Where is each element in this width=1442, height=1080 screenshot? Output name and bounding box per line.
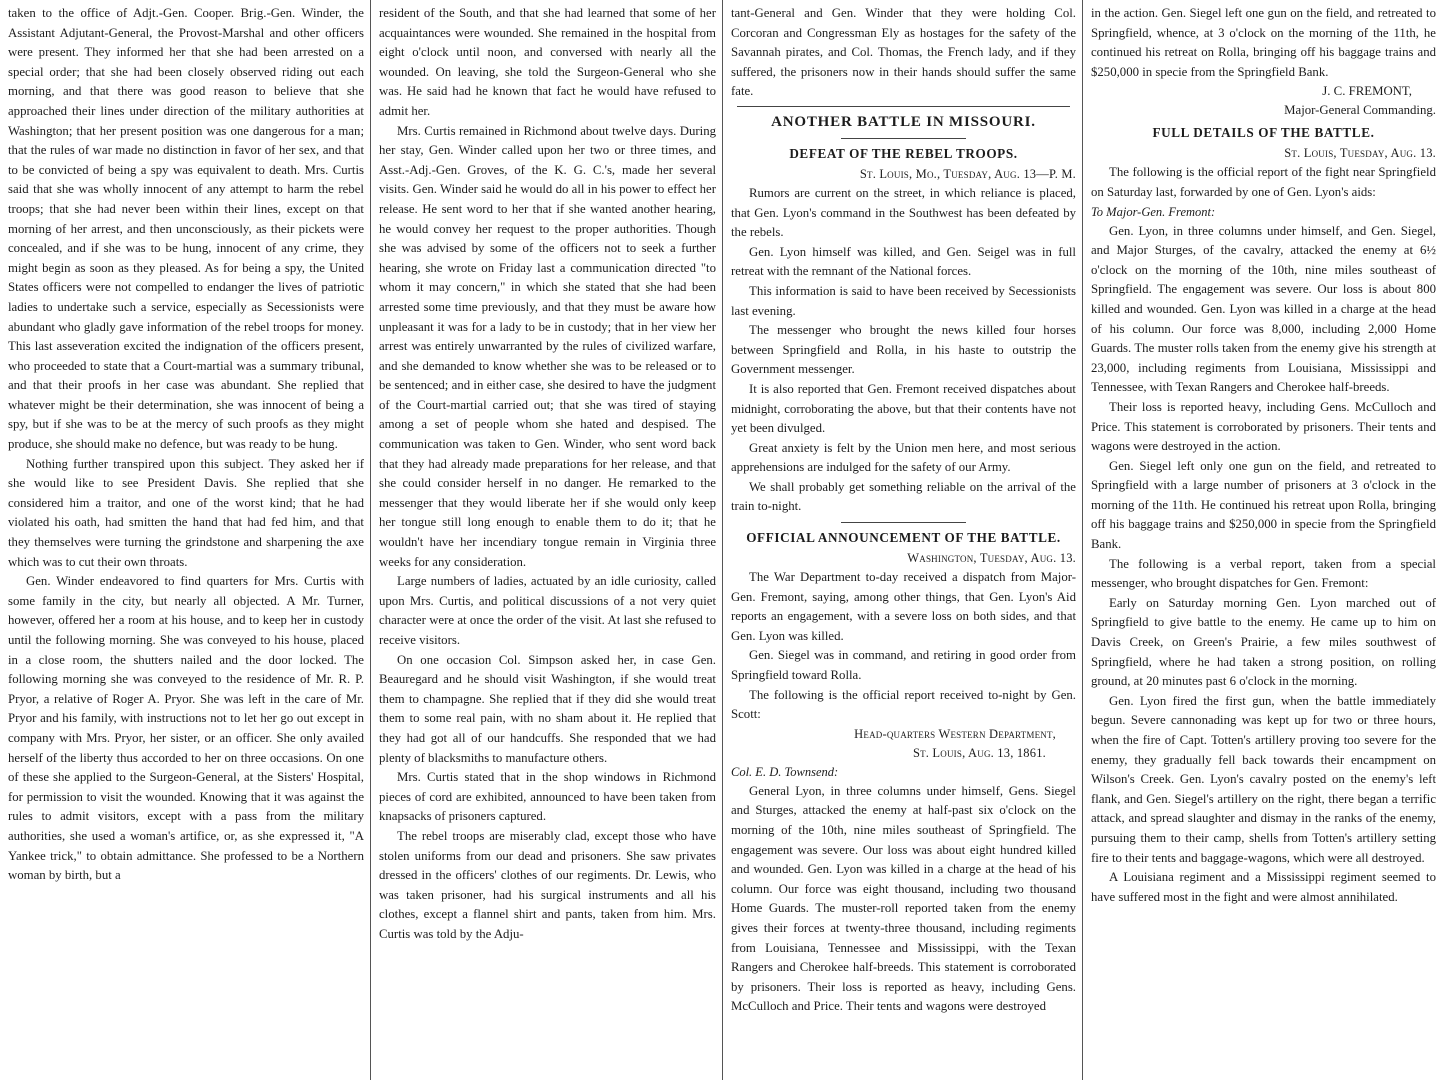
paragraph: On one occasion Col. Simpson asked her, in case Gen. Beauregard and he should visit Washington, if she would treat them to champagne. She replied that if they did she would treat them to some real pain, with no sham about it. He replied that they had got all of our handcuffs. She responded that we had plenty of blacksmiths to manufacture others.	[379, 652, 716, 765]
paragraph: Gen. Siegel left only one gun on the field, and retreated to Springfield with a large number of prisoners at 3 o'clock in the morning of the 11th. He continued his retreat upon Rolla, bringing off his baggage trains and $250,000 in specie from the Springfield Bank.	[1091, 458, 1436, 552]
dateline: St. Louis, Mo., Tuesday, Aug. 13—P. M.	[859, 166, 1076, 181]
paragraph: General Lyon, in three columns under himself, Gens. Siegel and Sturges, attacked the enemy at half-past six o'clock on the morning of the 10th, nine miles southeast of Springfield. The engagement was severe. Our loss was about eight hundred killed and wounded. Gen. Lyon was killed in a charge at the head of his column. Our force was eight thousand, including two thousand Home Guards. The muster-roll reported taken from the enemy gives their forces at twenty-three thousand, including regiments from Louisiana, Tennessee and Mississippi, with the Texan Rangers and Cherokee half-breeds. This statement is corroborated by prisoners. Their loss is reported as heavy, including Gens. McCulloch and Price. Their tents and wagons were destroyed	[731, 783, 1076, 1014]
paragraph: Their loss is reported heavy, including Gens. McCulloch and Price. This statement is corroborated by prisoners. Their tents and wagons were destroyed in the action.	[1091, 399, 1436, 454]
subheadline: OFFICIAL ANNOUNCEMENT OF THE BATTLE.	[746, 530, 1061, 546]
signature-name: J. C. FREMONT,	[1322, 84, 1412, 99]
paragraph: taken to the office of Adjt.-Gen. Cooper. Brig.-Gen. Winder, the Assistant Adjutant-General, the Provost-Marshal and other officers were present. They informed her that she had been arrested on a special order; that she had been closely observed riding out each morning, and that there was good reason to believe that she approached their lines under direction of the military authorities at Washington; that her present position was one dangerous for a man; that the rules of war made no distinction in favor of her sex, and that to be convicted of being a spy was equivalent to death. Mrs. Curtis said that she was wholly innocent of any attempt to harm the rebel troops; that she had never been within their lines, except on that morning of her arrest, and then unconsciously, as their pickets were concealed, and if she was to be hung, innocent of any crime, they might begin as soon as they pleased. As for being a spy, the United States officers were not compelled to endanger the lives of patriotic ladies to undertake such a service, especially as Secessionists were abundant who gladly gave information of the rebel troops for money. This last asseveration excited the indignation of the officers present, who proceeded to state that a Court-martial was a summary tribunal, and that their proofs in her case was abundant. She replied that whatever might be their determination, she was innocent of being a spy, but if she was to be at the mercy of such proofs as they might produce, she should make no defence, but was ready to be hung.	[8, 6, 364, 452]
paragraph: The messenger who brought the news killed four horses between Springfield and Rolla, in his haste to outstrip the Government messenger.	[731, 323, 1076, 377]
paragraph: It is also reported that Gen. Fremont received dispatches about midnight, corroborating the above, but that their contents have not yet been divulged.	[731, 381, 1076, 436]
paragraph: Gen. Lyon himself was killed, and Gen. Seigel was in full retreat with the remnant of the National forces.	[731, 244, 1076, 279]
addressee: Col. E. D. Townsend:	[731, 764, 839, 779]
paragraph: The following is a verbal report, taken from a special messenger, who brought dispatches for Gen. Fremont:	[1091, 556, 1436, 591]
paragraph: tant-General and Gen. Winder that they were holding Col. Corcoran and Congressman Ely as hostages for the safety of the Savannah pirates, and Col. Thomas, the French lady, and if they suffered, the prisoners now in their hands should suffer the same fate.	[731, 6, 1076, 99]
paragraph: Rumors are current on the street, in which reliance is placed, that Gen. Lyon's command in the Southwest has been defeated by the rebels.	[731, 185, 1076, 240]
divider	[841, 522, 966, 523]
paragraph: The rebel troops are miserably clad, except those who have stolen uniforms from our dead and prisoners. She saw privates dressed in the officers' clothes of our regiments. Dr. Lewis, who was taken prisoner, had his surgical instruments and all his clothes, except a flannel shirt and pants, taken from him. Mrs. Curtis was told by the Adju-	[379, 828, 716, 941]
paragraph: Large numbers of ladies, actuated by an idle curiosity, called upon Mrs. Curtis, and political discussions of a not very quiet character were at once the order of the visit. At last she refused to receive visitors.	[379, 574, 716, 647]
subheadline: FULL DETAILS OF THE BATTLE.	[1152, 125, 1375, 141]
column-1	[0, 0, 370, 1080]
paragraph: Gen. Lyon fired the first gun, when the battle immediately begun. Severe cannonading was kept up for two or three hours, when the fire of Capt. Totten's artillery proving too severe for the enemy, they gradually fell back towards their encampment on Wilson's Creek. Gen. Lyon's cavalry posted on the enemy's left flank, and Gen. Siegel's artillery on the right, there began a terrific attack, and spread slaughter and dismay in the ranks of the enemy, pursuing them to their camp, shells from Totten's artillery setting fire to their tents and baggage-wagons, which were all destroyed.	[1091, 693, 1436, 865]
column-3	[722, 0, 1082, 1080]
column-4	[1082, 0, 1442, 1080]
paragraph: Early on Saturday morning Gen. Lyon marched out of Springfield to give battle to the enemy. He came up to him on Davis Creek, on Green's Prairie, a few miles southwest of Springfield, where he had taken a strong position, on rolling ground, at 20 minutes past 6 o'clock in the morning.	[1091, 595, 1436, 689]
paragraph: Gen. Siegel was in command, and retiring in good order from Springfield toward Rolla.	[731, 648, 1076, 683]
column-2	[370, 0, 722, 1080]
headline: ANOTHER BATTLE IN MISSOURI.	[771, 113, 1036, 130]
paragraph: The War Department to-day received a dispatch from Major-Gen. Fremont, saying, among other things, that Gen. Lyon's Aid reports an engagement, with a severe loss on both sides, and that Gen. Lyon was killed.	[731, 570, 1076, 643]
paragraph: resident of the South, and that she had learned that some of her acquaintances were wounded. She remained in the hospital from eight o'clock until noon, and conversed with nearly all the wounded. On leaving, she told the Surgeon-General who she was. He said had he known that fact he would have refused to admit her.	[379, 6, 716, 118]
paragraph: Nothing further transpired upon this subject. They asked her if she would like to see President Davis. She replied that she considered him a traitor, and one of the worst kind; that he had violated his oath, had smitten the hand that had fed him, and that they themselves were turning the grindstone and sharpening the axe which was to cut their own throats.	[8, 456, 364, 569]
dateline: St. Louis, Tuesday, Aug. 13.	[1284, 146, 1436, 161]
signature-title: Major-General Commanding.	[1284, 103, 1436, 118]
paragraph: The following is the official report received to-night by Gen. Scott:	[731, 687, 1076, 722]
paragraph: Gen. Winder endeavored to find quarters for Mrs. Curtis with some family in the city, but nearly all objected. A Mr. Turner, however, offered her a room at his house, and to keep her in custody until the following morning. She was conveyed to his house, placed in a close room, the shutters nailed and the door locked. The following morning she was conveyed to the residence of Mr. R. P. Pryor, a relative of Roger A. Pryor. She was left in the care of Mr. Pryor and his family, with instructions not to let her go out except in company with Mrs. Pryor, her sister, or an officer. She only availed herself of the liberty thus accorded to her on three occasions. On one of these she applied to the Surgeon-General, at the Sisters' Hospital, for permission to visit the wounded. Knowing that it was against the rules to admit visitors, except with a pass from the military authorities, she used a woman's artifice, or, as she expressed it, "A Yankee trick," to obtain admittance. She professed to be a Northern woman by birth, but a	[8, 574, 364, 883]
paragraph: Mrs. Curtis stated that in the shop windows in Richmond pieces of cord are exhibited, announced to have been taken from knapsacks of prisoners captured.	[379, 770, 716, 824]
paragraph: We shall probably get something reliable on the arrival of the train to-night.	[731, 479, 1076, 514]
paragraph: A Louisiana regiment and a Mississippi regiment seemed to have suffered most in the fight and were almost annihilated.	[1091, 870, 1436, 904]
paragraph: Mrs. Curtis remained in Richmond about twelve days. During her stay, Gen. Winder called upon her two or three times, and Asst.-Adj.-Gen. Groves, of the K. G. C.'s, made her several visits. Gen. Winder said he would do all in his power to effect her release. He sent word to her that if she wanted another hearing, he would convey her request to the proper authorities. Though she was advised by some of the officers not to seek a further hearing, she wrote on Friday last a communication directed "to whom it may concern," in which she stated that she had been arrested some time previously, and that they must be aware how unpleasant it was for a lady to be in custody; that in her view her arrest was entirely unwarranted by the rules of civilized warfare, and she demanded to know whether she was to be released or to be sentenced; and in either case, she desired to have the judgment of the Court-martial carried out; that she was tired of staying among a set of people whom she hated and despised. The communication was taken to Gen. Winder, who sent word back that they had already made preparations for her release, and that she could consider herself in no danger. He remarked to the messenger that they would liberate her if she would only keep her tongue still long enough to enable them to do it; that he wouldn't have her incendiary tongue remain in Virginia three weeks for any consideration.	[379, 123, 716, 569]
paragraph: The following is the official report of the fight near Springfield on Saturday last, forwarded by one of Gen. Lyon's aids:	[1091, 165, 1436, 199]
divider	[841, 138, 966, 139]
paragraph: in the action. Gen. Siegel left one gun on the field, and retreated to Springfield, whence, at 3 o'clock on the morning of the 11th, he continued his retreat on Rolla, bringing off his baggage trains and $250,000 in specie from the Springfield Bank.	[1091, 6, 1436, 79]
headquarters-line: Head-quarters Western Department,	[854, 726, 1056, 741]
headquarters-date: St. Louis, Aug. 13, 1861.	[912, 745, 1046, 760]
divider	[737, 106, 1070, 107]
paragraph: This information is said to have been received by Secessionists last evening.	[731, 283, 1076, 318]
paragraph: Great anxiety is felt by the Union men here, and most serious apprehensions are indulged for the safety of our Army.	[731, 440, 1076, 475]
subheadline: DEFEAT OF THE REBEL TROOPS.	[789, 145, 1018, 161]
paragraph: Gen. Lyon, in three columns under himself, and Gen. Siegel, and Major Sturges, of the cavalry, attacked the enemy at 6½ o'clock on the morning of the 10th, nine miles southeast of Springfield. The engagement was severe. Our loss is about 800 killed and wounded. Gen. Lyon was killed in a charge at the head of his column. Our force was 8,000, including 2,000 Home Guards. The muster rolls taken from the enemy give his strength at 23,000, including regiments from Louisiana, Mississippi and Tennessee, with Texan Rangers and Cherokee half-breeds.	[1091, 223, 1436, 395]
addressee: To Major-Gen. Fremont:	[1091, 204, 1216, 219]
dateline: Washington, Tuesday, Aug. 13.	[907, 551, 1076, 566]
